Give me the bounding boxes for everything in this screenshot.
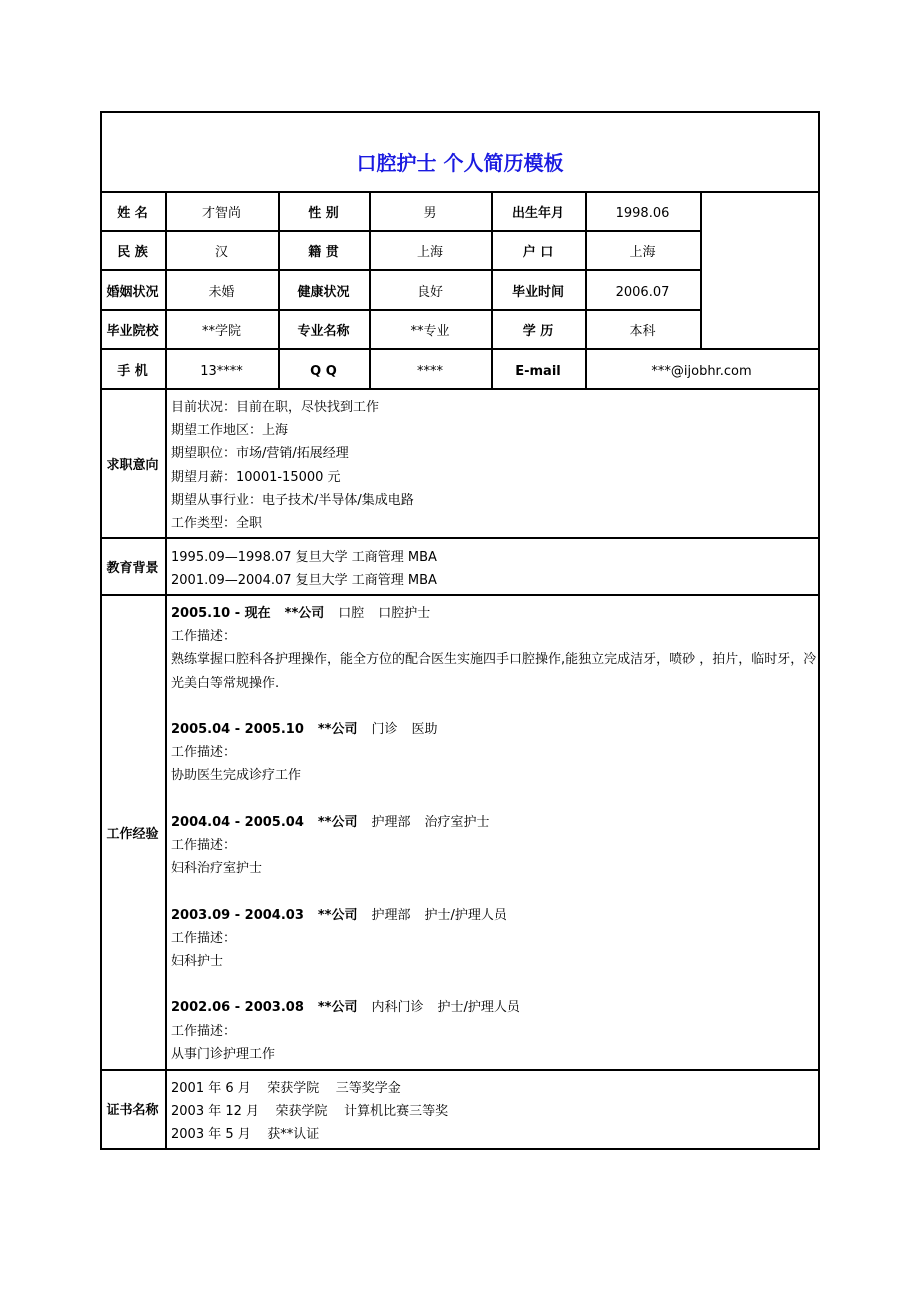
job-period: 2005.04 - 2005.10: [171, 722, 304, 738]
qq-label: Q Q: [310, 364, 337, 379]
major-label: 专业名称: [297, 324, 350, 339]
border-top: [100, 111, 820, 113]
job-desc: 妇科护士: [171, 954, 224, 970]
gender-value: 男: [423, 206, 437, 221]
row-divider: [100, 537, 820, 539]
job-desc-label: 工作描述：: [171, 930, 237, 946]
job-desc: 协助医生完成诊疗工作: [171, 768, 302, 784]
certificate-line: 2003 年 12 月 荣获学院 计算机比赛三等奖: [171, 1104, 449, 1120]
job-desc-label: 工作描述：: [171, 1023, 237, 1039]
job-desc: 熟练掌握口腔科各护理操作，能全方位的配合医生实施四手口腔操作,能独立完成洁牙，喷砂 ，拍片，临时牙，冷光美白等常规操作.: [171, 652, 817, 691]
job-period: 2002.06 - 2003.08: [171, 1000, 304, 1016]
job-desc-label: 工作描述：: [171, 745, 237, 761]
work-block: [171, 602, 817, 1066]
row-divider: [100, 191, 820, 193]
education-block: [171, 546, 437, 592]
education-line: 1995.09—1998.07 复旦大学 工商管理 MBA: [171, 550, 437, 565]
job-position: 口腔护士: [378, 606, 431, 621]
job-company: **公司: [317, 1000, 358, 1016]
birth-value: 1998.06: [615, 206, 670, 221]
qq-value: ****: [417, 364, 443, 379]
health-value: 良好: [416, 285, 443, 300]
health-label: 健康状况: [297, 285, 350, 300]
certificates-block: [171, 1077, 448, 1147]
birth-label: 出生年月: [511, 206, 564, 221]
intent-line: 期望月薪：10001-15000 元: [171, 469, 341, 485]
job-period: 2003.09 - 2004.03: [171, 907, 304, 923]
job-period: 2004.04 - 2005.04: [171, 814, 304, 830]
row-divider: [100, 348, 820, 350]
native-label: 籍 贯: [308, 245, 339, 260]
intent-block: [171, 396, 414, 535]
intent-line: 期望工作地区：上海: [171, 423, 289, 439]
photo-divider: [700, 191, 702, 349]
job-company: **公司: [284, 606, 325, 621]
grad-time-value: 2006.07: [615, 285, 670, 300]
email-value: ***@ijobhr.com: [651, 364, 752, 379]
phone-value: 13****: [200, 364, 243, 379]
certificate-line: 2001 年 6 月 荣获学院 三等奖学金: [171, 1081, 401, 1096]
email-label: E-mail: [515, 364, 561, 379]
job-desc: 从事门诊护理工作: [171, 1046, 276, 1062]
school-label: 毕业院校: [106, 324, 159, 339]
job-position: 医助: [411, 722, 438, 738]
job-position: 治疗室护士: [424, 814, 490, 830]
job-dept: 门诊: [371, 722, 398, 738]
job-desc: 妇科治疗室护士: [171, 861, 263, 877]
job-header: [171, 718, 817, 741]
hukou-value: 上海: [629, 245, 656, 260]
resume-table: [100, 111, 820, 1150]
row-divider: [100, 230, 701, 232]
intent-line: 目前状况：目前在职，尽快找到工作: [171, 400, 380, 415]
job-period: 2005.10 - 现在: [171, 606, 271, 621]
phone-label: 手 机: [117, 364, 148, 379]
intent-label: 求职意向: [106, 458, 159, 473]
border-right: [818, 111, 820, 1150]
job-header: [171, 602, 817, 625]
job-dept: 护理部: [371, 907, 411, 923]
job-dept: 口腔: [338, 606, 365, 621]
row-divider: [100, 309, 701, 311]
grad-time-label: 毕业时间: [511, 285, 564, 300]
job-header: [171, 904, 817, 927]
resume-title: 口腔护士 个人简历模板: [356, 151, 564, 175]
job-company: **公司: [317, 814, 358, 830]
major-value: **专业: [410, 324, 450, 339]
intent-line: 期望职位：市场/营销/拓展经理: [171, 446, 349, 462]
degree-value: 本科: [629, 324, 656, 339]
job-position: 护士/护理人员: [424, 907, 507, 923]
job-company: **公司: [317, 907, 358, 923]
education-label: 教育背景: [106, 561, 159, 576]
gender-label: 性 别: [308, 206, 339, 221]
marital-value: 未婚: [208, 285, 235, 300]
row-divider: [100, 594, 820, 596]
ethnic-label: 民 族: [117, 245, 148, 260]
degree-label: 学 历: [522, 324, 554, 339]
row-divider: [100, 1069, 820, 1071]
job-company: **公司: [317, 722, 358, 738]
row-divider: [100, 388, 820, 390]
job-desc-label: 工作描述：: [171, 629, 237, 645]
job-dept: 护理部: [371, 814, 411, 830]
hukou-label: 户 口: [522, 245, 554, 260]
school-value: **学院: [201, 324, 241, 339]
row-divider: [100, 269, 701, 271]
job-header: [171, 996, 817, 1019]
job-dept: 内科门诊: [371, 1000, 424, 1016]
work-label: 工作经验: [106, 827, 159, 842]
education-line: 2001.09—2004.07 复旦大学 工商管理 MBA: [171, 573, 437, 589]
certificate-line: 2003 年 5 月 获**认证: [171, 1127, 320, 1143]
intent-line: 工作类型：全职: [171, 516, 263, 532]
border-bottom: [100, 1148, 820, 1150]
name-value: 才智尚: [201, 206, 241, 221]
job-position: 护士/护理人员: [437, 1000, 520, 1016]
intent-line: 期望从事行业：电子技术/半导体/集成电路: [171, 492, 414, 508]
ethnic-value: 汉: [214, 245, 228, 260]
name-label: 姓 名: [117, 206, 148, 221]
border-left: [100, 111, 102, 1150]
certificates-label: 证书名称: [106, 1103, 159, 1118]
native-value: 上海: [416, 245, 443, 260]
job-header: [171, 811, 817, 834]
job-desc-label: 工作描述：: [171, 838, 237, 854]
marital-label: 婚姻状况: [106, 285, 159, 300]
